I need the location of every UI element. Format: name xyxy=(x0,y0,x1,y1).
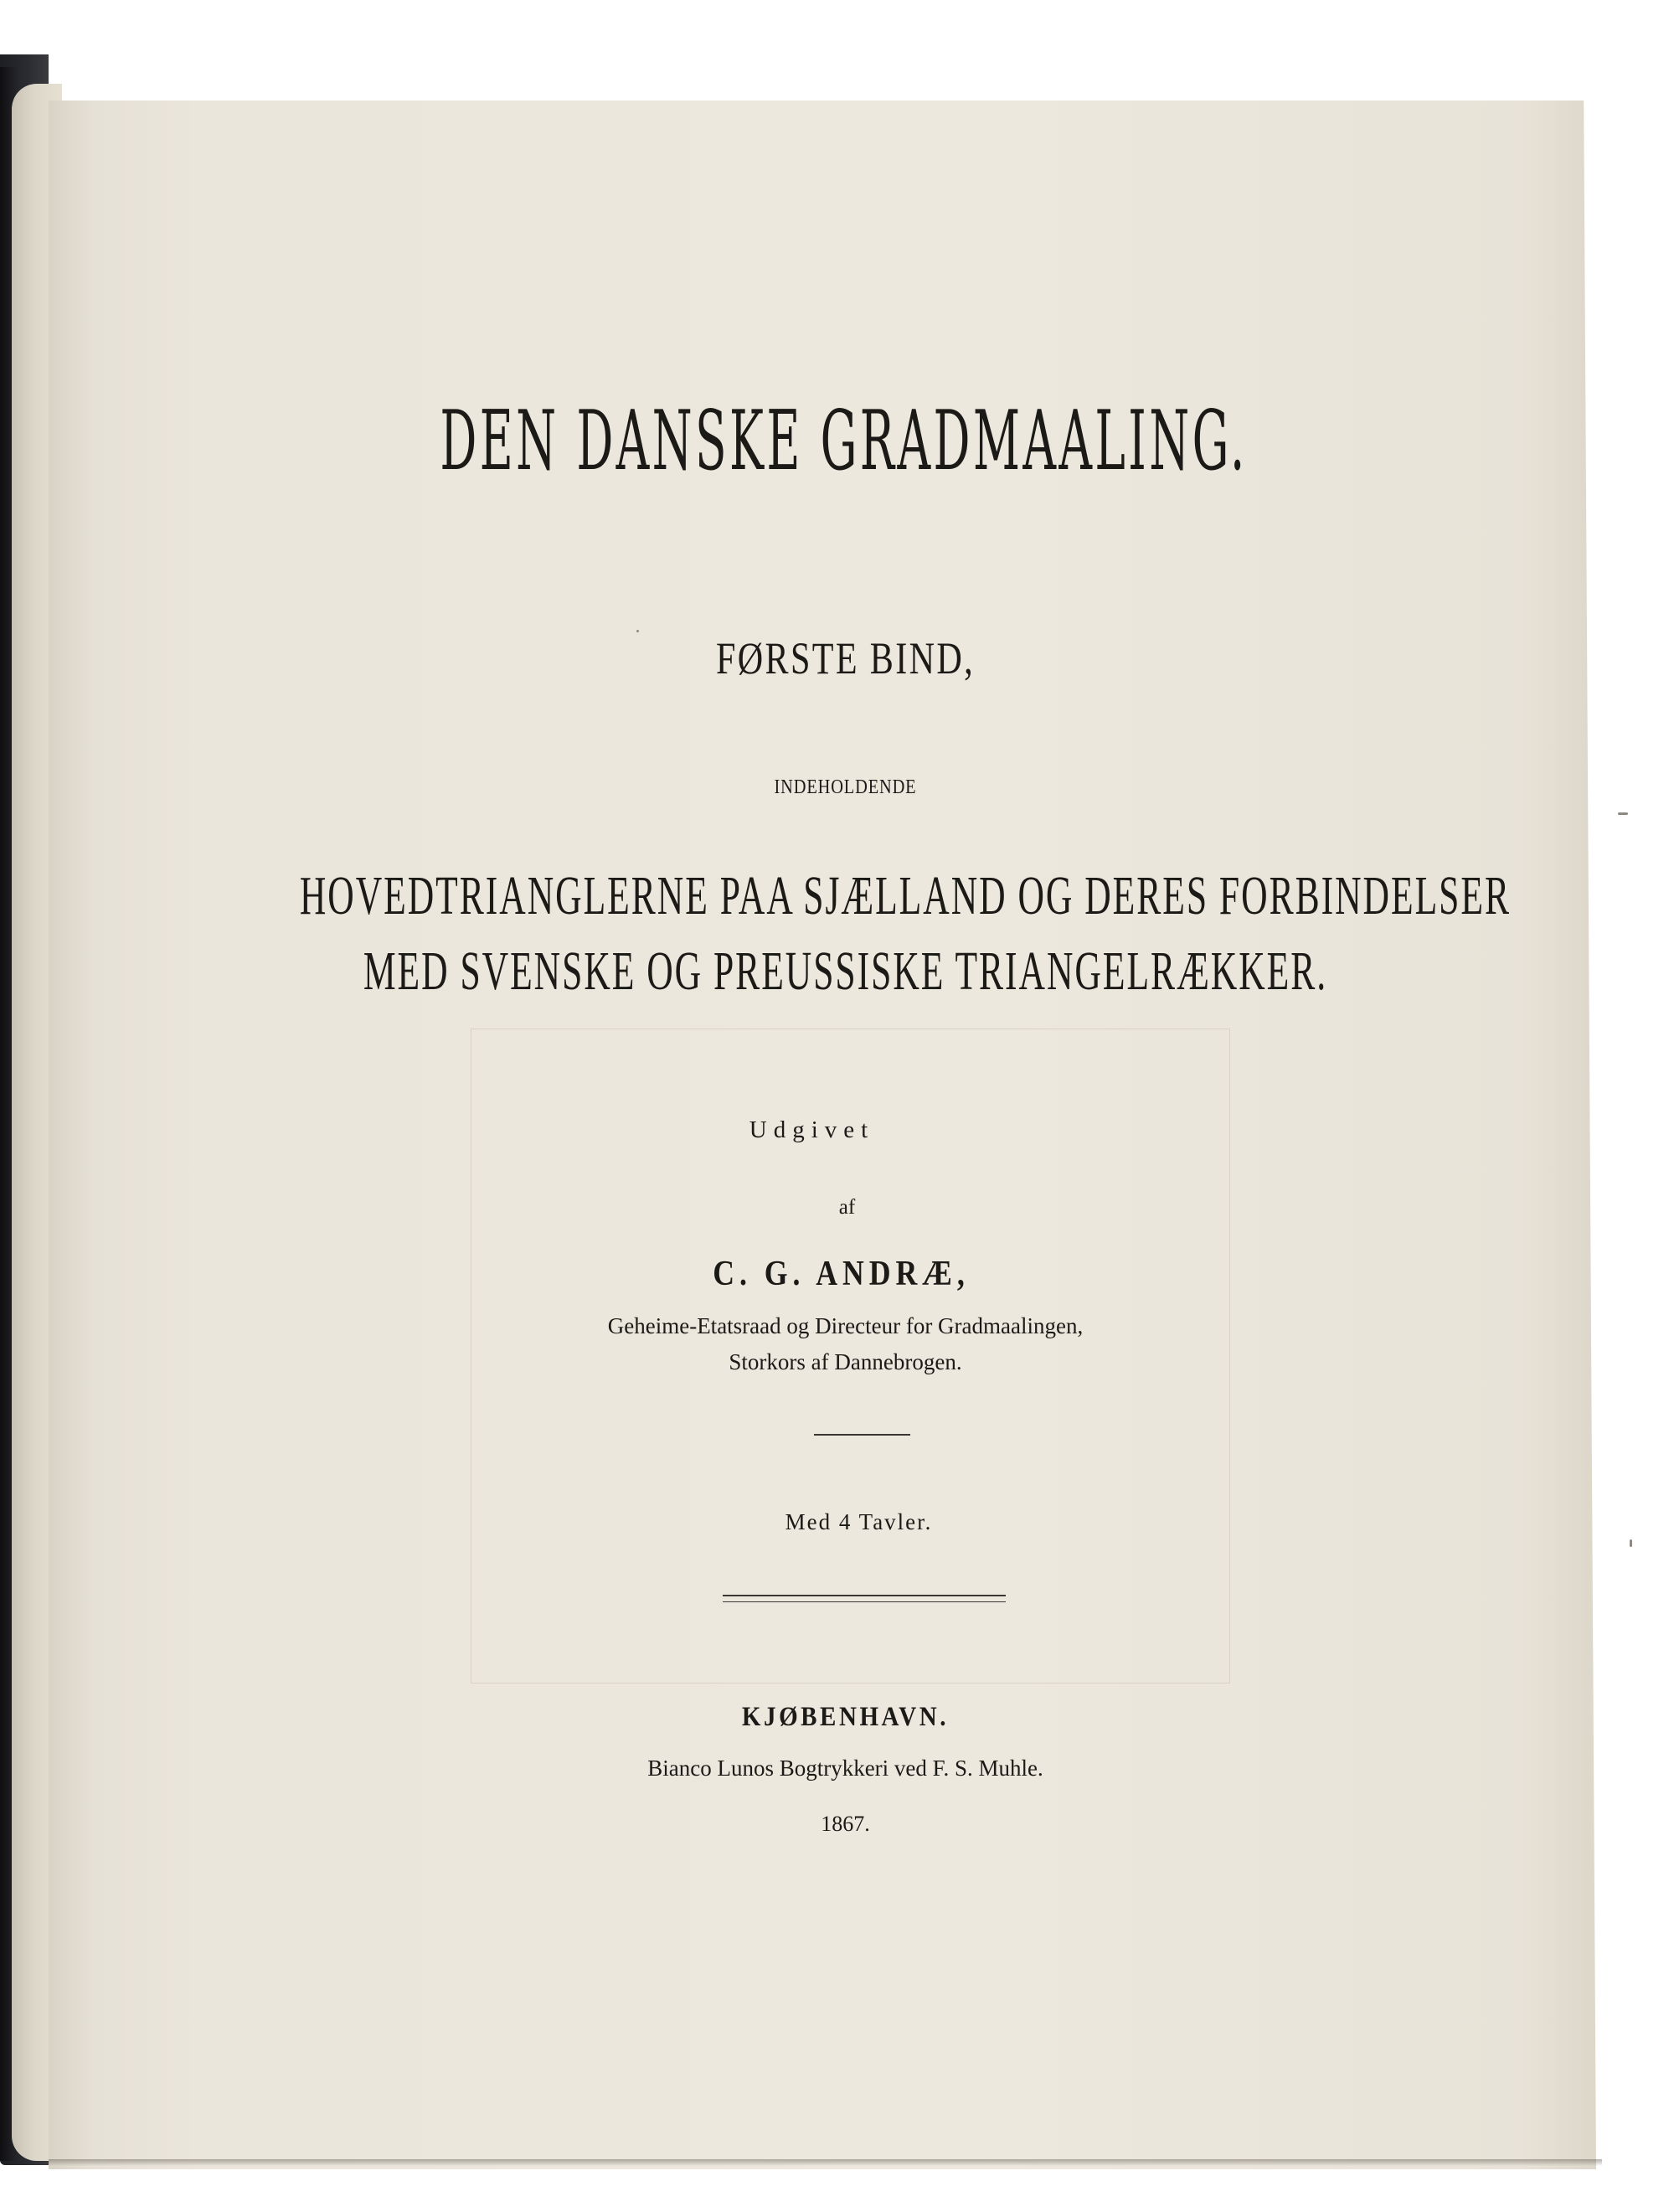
imprint-city: KJØBENHAVN. xyxy=(741,1702,950,1732)
published-label: Udgivet xyxy=(749,1116,875,1143)
double-rule xyxy=(723,1595,1006,1602)
book-title: DEN DANSKE GRADMAALING. xyxy=(440,394,1248,489)
by-label: af xyxy=(838,1196,856,1219)
plates-note: Med 4 Tavler. xyxy=(785,1509,933,1534)
volume-label: FØRSTE BIND, xyxy=(716,633,975,683)
subtitle-line-1: HOVEDTRIANGLERNE PAA SJÆLLAND OG DERES FORBINDELSER xyxy=(299,865,1512,926)
paper-speck xyxy=(1630,1539,1632,1547)
subtitle-line-2: MED SVENSKE OG PREUSSISKE TRIANGELRÆKKER. xyxy=(363,941,1328,1002)
containing-label: INDEHOLDENDE xyxy=(774,776,917,798)
divider-rule xyxy=(814,1434,910,1436)
paper-speck xyxy=(1618,812,1628,815)
paper-speck xyxy=(636,630,639,632)
imprint-printer: Bianco Lunos Bogtrykkeri ved F. S. Muhle. xyxy=(647,1756,1043,1781)
author-role-2: Storkors af Dannebrogen. xyxy=(729,1349,962,1374)
author-name: C. G. ANDRÆ, xyxy=(713,1255,970,1293)
page-shadow xyxy=(49,2159,1602,2166)
imprint-year: 1867. xyxy=(821,1812,870,1836)
author-role-1: Geheime-Etatsraad og Directeur for Gradmaalingen, xyxy=(607,1313,1084,1338)
